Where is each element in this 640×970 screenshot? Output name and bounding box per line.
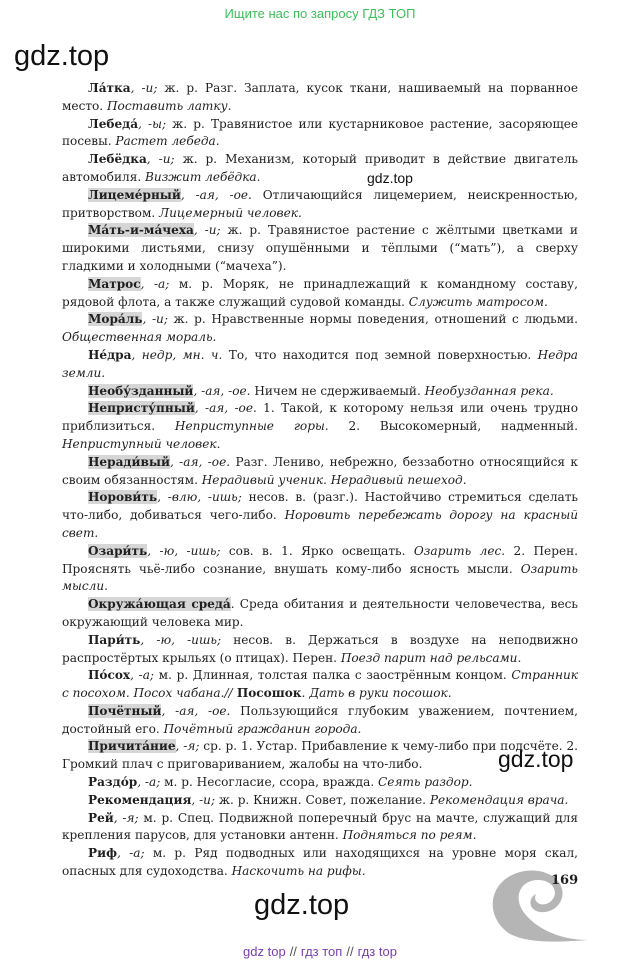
entry-definition: ж. р. Механизм, который приводит в действие двигатель автомобиля. bbox=[62, 152, 578, 184]
entry-headword: Неради́вый bbox=[88, 454, 170, 469]
dictionary-entry bbox=[62, 276, 578, 312]
entry-definition: ср. р. 1. Устар. Прибавление к чему-либо при подсчёте. 2. Громкий плач с приговариванием, жалобы на что-либо. bbox=[62, 739, 579, 772]
entry-grammar: , -и; bbox=[193, 223, 221, 238]
entry-definition: ж. р. Разг. Заплата, кусок ткани, нашиваемый на порванное место. bbox=[62, 81, 578, 113]
entry-definition: Среда обитания и деятельности человечества, весь окружающий человека мир. bbox=[62, 597, 578, 629]
entry-headword: Окружа́ющая среда́ bbox=[88, 597, 231, 612]
entry-grammar: , -ы; bbox=[138, 116, 167, 131]
entry-headword-secondary: Посошок bbox=[232, 686, 302, 701]
dictionary-entry bbox=[62, 774, 578, 792]
entry-headword: Почётный bbox=[88, 703, 162, 718]
entry-grammar: , -и; bbox=[146, 152, 175, 167]
entry-headword: Риф bbox=[88, 846, 117, 861]
footer-link-gdz-top-ru[interactable]: гдз топ bbox=[300, 944, 343, 959]
entry-example: Визжит лебёдка. bbox=[145, 169, 261, 184]
entry-headword: Норови́ть bbox=[88, 490, 158, 505]
dictionary-page bbox=[62, 80, 578, 881]
dictionary-entry bbox=[62, 311, 578, 347]
entry-headword: Причита́ние bbox=[88, 739, 176, 754]
entry-grammar: , -и; bbox=[191, 792, 216, 807]
entry-headword: Пари́ть bbox=[88, 632, 141, 647]
entry-grammar: , -ая, -ое. bbox=[180, 187, 252, 202]
dictionary-entry bbox=[62, 222, 578, 275]
entry-example: Растет лебеда. bbox=[115, 134, 220, 149]
entry-headword: Лебеда́ bbox=[88, 116, 139, 131]
dictionary-entry bbox=[62, 187, 578, 223]
entry-grammar: , недр, мн. ч. bbox=[131, 347, 223, 362]
entry-headword: По́сох bbox=[88, 668, 131, 683]
entry-example: Лицемерный человек. bbox=[159, 205, 302, 220]
footer-link-gdz-top-mixed[interactable]: гдз top bbox=[357, 944, 397, 959]
entry-definition: м. р. Длинная, толстая палка с заострённым концом. bbox=[154, 668, 512, 683]
entry-example: Наскочить на рифы. bbox=[231, 864, 366, 879]
footer-links bbox=[0, 944, 640, 959]
dictionary-entry bbox=[62, 543, 578, 596]
footer-separator: // bbox=[289, 944, 297, 959]
watermark-mid: gdz.top bbox=[367, 170, 413, 186]
entry-definition: Разг. Лениво, небрежно, беззаботно относящийся к своим обязанностям. bbox=[62, 454, 578, 487]
watermark-bottom: gdz.top bbox=[254, 889, 350, 921]
entry-grammar: , -я; bbox=[113, 810, 139, 825]
entry-headword: Раздо́р bbox=[88, 775, 138, 790]
dictionary-entry bbox=[62, 116, 578, 152]
watermark-top: gdz.top bbox=[14, 40, 110, 72]
entry-grammar: , -и; bbox=[142, 312, 168, 327]
dictionary-entry bbox=[62, 489, 578, 542]
entry-definition: м. р. Несогласие, ссора, вражда. bbox=[160, 775, 379, 790]
entry-headword: Непристу́пный bbox=[88, 401, 195, 416]
entry-definition: м. р. Моряк, не принадлежащий к командному составу, рядовой флота, а также служащий судовой команды. bbox=[62, 276, 579, 309]
entry-headword: Рекомендация bbox=[88, 792, 192, 807]
entry-definition: м. р. Ряд подводных или находящихся на уровне моря скал, опасных для судоходства. bbox=[62, 846, 578, 879]
dictionary-entry bbox=[62, 703, 578, 739]
entry-headword: Лицеме́рный bbox=[88, 187, 181, 202]
dictionary-entry bbox=[62, 383, 578, 401]
dictionary-entry bbox=[62, 667, 578, 703]
dictionary-entry bbox=[62, 596, 578, 632]
dictionary-entry bbox=[62, 792, 578, 810]
footer-link-gdz-top[interactable]: gdz top bbox=[243, 944, 286, 959]
entry-definition: ж. р. Книжн. Совет, пожелание. bbox=[215, 792, 430, 807]
entry-example: Общественная мораль. bbox=[62, 330, 217, 345]
entry-headword: Матрос bbox=[88, 276, 141, 291]
entry-grammar: , -влю, -ишь; bbox=[157, 490, 242, 505]
entry-headword: Рей bbox=[88, 810, 114, 825]
entry-example: Служить матросом. bbox=[408, 294, 548, 309]
entry-headword: Не́дра bbox=[88, 347, 132, 362]
entry-grammar: , -а; bbox=[137, 775, 161, 790]
entry-example-secondary: . Дать в руки посошок. bbox=[301, 686, 452, 701]
entry-example: Почётный гражданин города. bbox=[163, 721, 362, 736]
entry-headword: Ма́ть-и-ма́чеха bbox=[88, 223, 194, 238]
entry-definition: несов. в. Держаться в воздухе на неподвижно распростёртых крыльях (о птицах). Перен. bbox=[62, 632, 578, 665]
entry-grammar: , -и; bbox=[130, 81, 158, 95]
entry-headword: Ла́тка bbox=[88, 81, 131, 95]
dictionary-entry bbox=[62, 454, 578, 490]
entry-grammar: , -ая, -ое. bbox=[194, 401, 257, 416]
dictionary-entry bbox=[62, 632, 578, 668]
entry-example: Озарить лес. bbox=[413, 543, 506, 558]
entry-headword: Мора́ль bbox=[88, 312, 143, 327]
entry-grammar: , -а; bbox=[116, 846, 145, 861]
dictionary-entry bbox=[62, 151, 578, 187]
entry-grammar: , -ая, -ое. bbox=[161, 703, 231, 718]
entry-definition: Отличающийся лицемерием, неискренностью, притворством. bbox=[62, 187, 578, 220]
entry-headword: Лебёдка bbox=[88, 152, 147, 167]
entry-grammar: . bbox=[230, 597, 235, 612]
entry-grammar: , -ая, -ое. bbox=[169, 454, 231, 469]
entry-example: Поезд парит над рельсами. bbox=[340, 650, 522, 665]
entry-example: Необузданная река. bbox=[424, 383, 554, 398]
entry-example: Рекомендация врача. bbox=[429, 792, 569, 807]
dictionary-entry bbox=[62, 400, 578, 453]
entry-grammar: , -а; bbox=[130, 668, 155, 683]
entry-definition: ж. р. Травянистое растение с жёлтыми цветками и широкими листьями, снизу опушёнными и тёплыми (“мать”), а сверху гладкими и холодными (“мачеха”). bbox=[62, 223, 578, 273]
page-number: 169 bbox=[551, 873, 579, 888]
entry-definition: Ничем не сдерживаемый. bbox=[250, 383, 425, 398]
entry-definition: м. р. Спец. Подвижной поперечный брус на мачте, служащий для крепления парусов, для установки антенн. bbox=[62, 810, 578, 843]
entry-example-secondary: Озарить мысли. bbox=[62, 561, 578, 594]
entry-definition: То, что находится под земной поверхностью. bbox=[222, 347, 538, 362]
entry-grammar: , -ю, -ишь; bbox=[147, 543, 221, 558]
entry-headword: Необу́зданный bbox=[88, 383, 194, 398]
entry-definition-secondary: 2. Высокомерный, надменный. bbox=[328, 419, 578, 434]
entry-example: Неприступные горы. bbox=[174, 419, 329, 434]
entry-definition-secondary: 2. Перен. Прояснять чьё-либо сознание, внушать кому-либо ясность мысли. bbox=[62, 543, 579, 576]
entry-example: Странник с посохом. Посох чабана.// bbox=[62, 668, 578, 701]
entry-example-secondary: Неприступный человек. bbox=[62, 436, 221, 451]
entry-definition: ж. р. Травянистое или кустарниковое растение, засоряющее посевы. bbox=[62, 116, 579, 149]
entry-definition: несов. в. (разг.). Настойчиво стремиться сделать что-либо, добиваться чего-либо. bbox=[62, 490, 578, 523]
entry-example: Норовить перебежать дорогу на красный свет. bbox=[62, 508, 578, 540]
dictionary-entry bbox=[62, 738, 578, 774]
entry-example: Сеять раздор. bbox=[378, 775, 473, 790]
entry-example: Недра земли. bbox=[62, 347, 578, 380]
watermark-right: gdz.top bbox=[498, 746, 574, 772]
entry-definition: ж. р. Нравственные нормы поведения, отношений с людьми. bbox=[167, 312, 579, 327]
dictionary-entry bbox=[62, 810, 578, 846]
dictionary-entry bbox=[62, 347, 578, 383]
entry-definition: сов. в. 1. Ярко освещать. bbox=[220, 543, 414, 558]
dictionary-entry bbox=[62, 80, 578, 116]
entry-example: Подняться по реям. bbox=[342, 828, 477, 843]
entry-grammar: , -я; bbox=[175, 739, 200, 754]
entry-definition: Пользующийся глубоким уважением, почтением, достойный его. bbox=[62, 703, 578, 736]
entry-grammar: , -а; bbox=[140, 276, 170, 291]
entry-definition: 1. Такой, к которому нельзя или очень трудно приблизиться. bbox=[62, 401, 578, 434]
entry-grammar: , -ю, -ишь; bbox=[140, 632, 222, 647]
entry-example: Нерадивый ученик. Нерадивый пешеход. bbox=[201, 472, 467, 487]
top-banner-link[interactable]: Ищите нас по запросу ГДЗ ТОП bbox=[224, 6, 416, 21]
entry-headword: Озари́ть bbox=[88, 543, 148, 558]
footer-separator: // bbox=[346, 944, 354, 959]
entry-grammar: , -ая, -ое. bbox=[193, 383, 251, 398]
entry-example: Поставить латку. bbox=[107, 98, 232, 113]
